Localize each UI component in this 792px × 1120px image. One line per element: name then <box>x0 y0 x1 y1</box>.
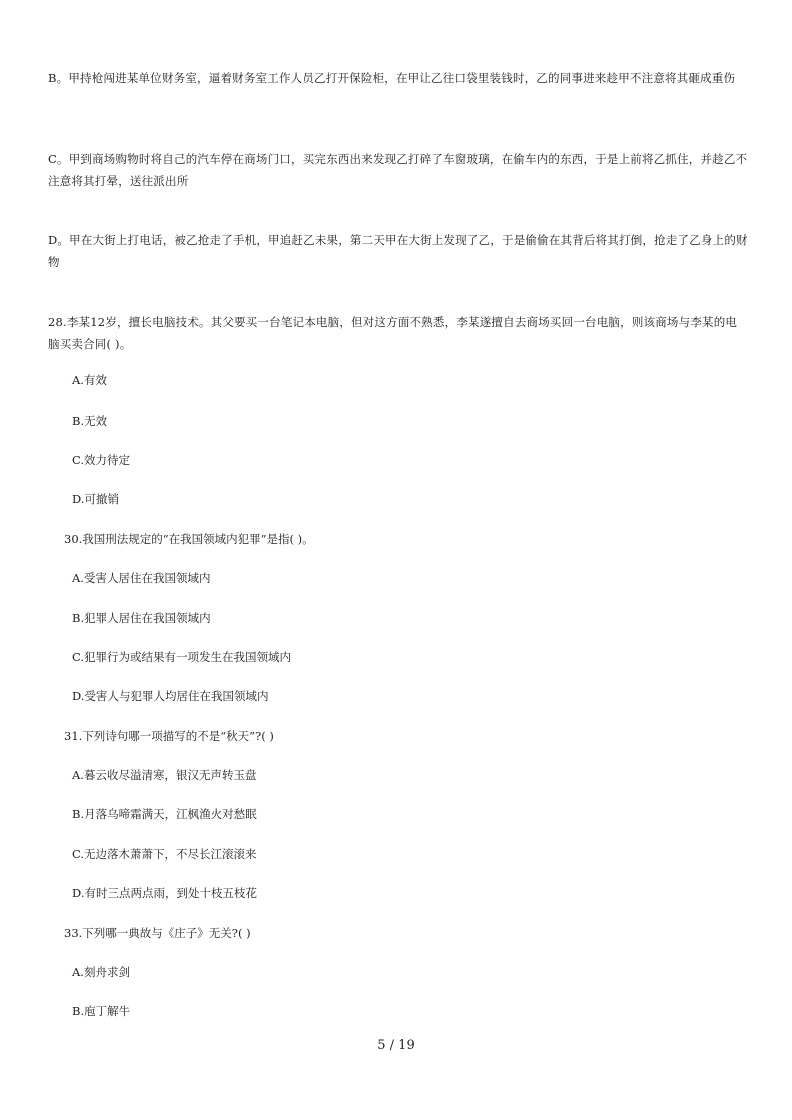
question-28-option-a: A.有效 <box>72 373 107 387</box>
question-30-option-b: B.犯罪人居住在我国领域内 <box>72 611 211 625</box>
question-33-stem: 33.下列哪一典故与《庄子》无关?( ) <box>64 926 251 940</box>
option-b-prev-question: B。甲持枪闯进某单位财务室，逼着财务室工作人员乙打开保险柜，在甲让乙往口袋里装钱时，乙的同事进来趁甲不注意将其砸成重伤 <box>48 71 736 85</box>
question-31-option-c: C.无边落木萧萧下，不尽长江滚滚来 <box>72 847 257 861</box>
question-31-option-b: B.月落乌啼霜满天，江枫渔火对愁眠 <box>72 807 257 821</box>
question-30-option-c: C.犯罪行为或结果有一项发生在我国领域内 <box>72 650 292 664</box>
option-d-prev-question: D。甲在大街上打电话，被乙抢走了手机，甲追赶乙未果，第二天甲在大街上发现了乙，于是偷偷在其背后将其打倒，抢走了乙身上的财物 <box>48 233 748 269</box>
question-28-option-c: C.效力待定 <box>72 453 131 467</box>
option-c-prev-question: C。甲到商场购物时将自己的汽车停在商场门口，买完东西出来发现乙打碎了车窗玻璃，在偷车内的东西，于是上前将乙抓住，并趁乙不注意将其打晕，送往派出所 <box>48 152 748 188</box>
question-31-option-d: D.有时三点两点雨，到处十枝五枝花 <box>72 886 257 900</box>
question-33-option-b: B.庖丁解牛 <box>72 1004 131 1018</box>
question-28-stem: 28.李某12岁，擅长电脑技术。其父要买一台笔记本电脑，但对这方面不熟悉，李某遂擅自去商场买回一台电脑，则该商场与李某的电脑买卖合同( )。 <box>48 315 738 351</box>
question-30-stem: 30.我国刑法规定的“在我国领域内犯罪”是指( )。 <box>64 532 314 546</box>
page-number: 5 / 19 <box>377 1038 415 1053</box>
question-28-option-d: D.可撤销 <box>72 492 119 506</box>
question-33-option-a: A.刻舟求剑 <box>72 965 130 979</box>
question-30-option-d: D.受害人与犯罪人均居住在我国领域内 <box>72 689 269 703</box>
question-28-option-b: B.无效 <box>72 414 108 428</box>
question-31-option-a: A.暮云收尽溢清寒，银汉无声转玉盘 <box>72 768 257 782</box>
question-31-stem: 31.下列诗句哪一项描写的不是“秋天”?( ) <box>64 729 274 743</box>
question-30-option-a: A.受害人居住在我国领域内 <box>72 571 211 585</box>
